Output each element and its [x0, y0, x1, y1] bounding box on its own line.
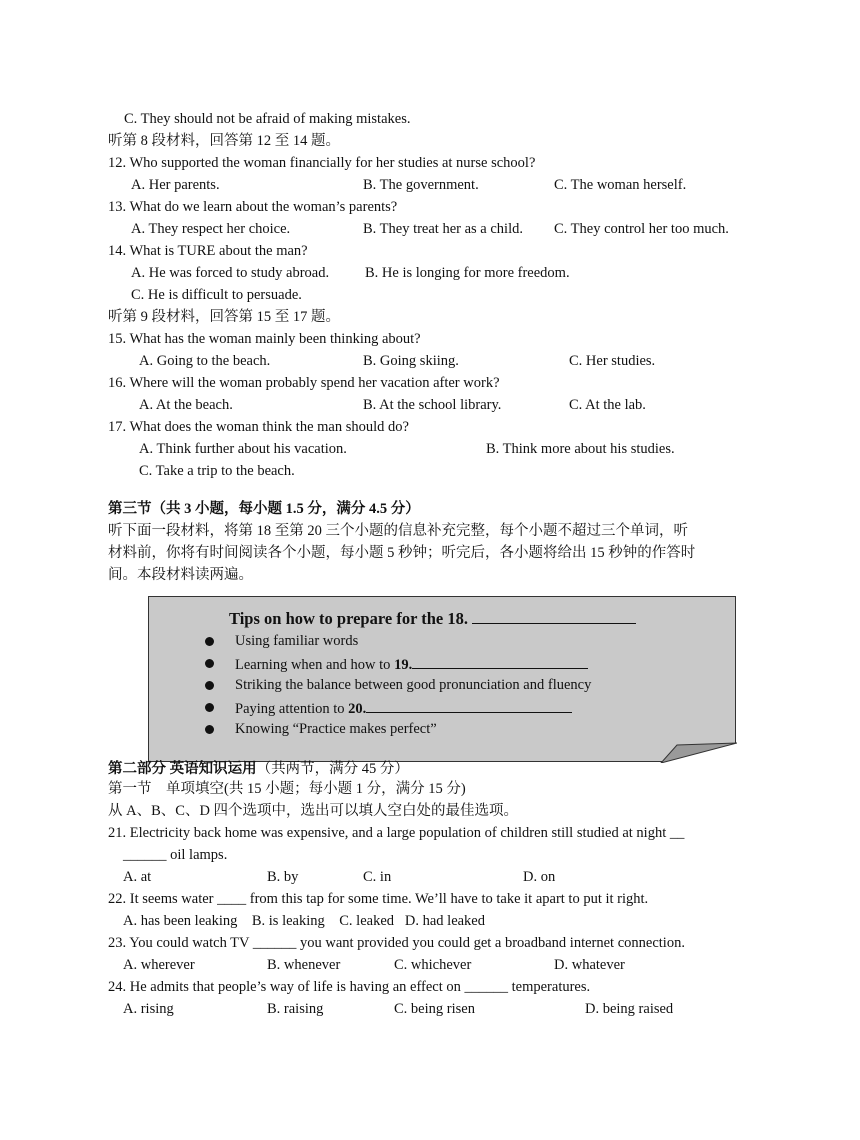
bullet-icon [205, 659, 214, 668]
section-3-instructions-line-3: 间。本段材料读两遍。 [108, 567, 253, 583]
question-13: 13. What do we learn about the woman’s parents? [108, 199, 398, 215]
q13-option-c: C. They control her too much. [554, 221, 729, 237]
section-3-instructions-line-2: 材料前，你将有时间阅读各个小题，每小题 5 秒钟；听完后，各小题将给出 15 秒钟的作答时 [108, 545, 696, 561]
q23-option-c: C. whichever [394, 957, 472, 973]
question-21: 21. Electricity back home was expensive, and a large population of children still studied at night __ [108, 825, 685, 841]
tips-card [148, 596, 736, 762]
question-15: 15. What has the woman mainly been thinking about? [108, 331, 421, 347]
tip-item-1: Using familiar words [235, 633, 359, 649]
question-14: 14. What is TURE about the man? [108, 243, 308, 259]
section-3-heading: 第三节（共 3 小题，每小题 1.5 分，满分 4.5 分） [108, 501, 420, 517]
part-2-heading: 第二部分 英语知识运用（共两节，满分 45 分） [108, 761, 409, 777]
q11-option-c: C. They should not be afraid of making mistakes. [124, 111, 411, 127]
tip-item-5: Knowing “Practice makes perfect” [235, 721, 437, 737]
q24-option-a: A. rising [123, 1001, 174, 1017]
q14-option-c: C. He is difficult to persuade. [131, 287, 302, 303]
question-16: 16. Where will the woman probably spend her vacation after work? [108, 375, 500, 391]
q14-option-b: B. He is longing for more freedom. [365, 265, 570, 281]
q23-option-d: D. whatever [554, 957, 625, 973]
bullet-icon [205, 637, 214, 646]
q17-option-c: C. Take a trip to the beach. [139, 463, 295, 479]
bullet-icon [205, 703, 214, 712]
bullet-icon [205, 725, 214, 734]
section-3-instructions-line-1: 听下面一段材料，将第 18 至第 20 三个小题的信息补充完整，每个小题不超过三个单词，听 [108, 523, 688, 539]
q21-option-b: B. by [267, 869, 299, 885]
q24-option-b: B. raising [267, 1001, 324, 1017]
q15-option-b: B. Going skiing. [363, 353, 459, 369]
q12-option-c: C. The woman herself. [554, 177, 687, 193]
question-23: 23. You could watch TV ______ you want provided you could get a broadband internet connection. [108, 935, 685, 951]
q13-option-a: A. They respect her choice. [131, 221, 291, 237]
question-22: 22. It seems water ____ from this tap for some time. We’ll have to take it apart to put it right. [108, 891, 649, 907]
single-choice-instruction: 从 A、B、C、D 四个选项中，选出可以填人空白处的最佳选项。 [108, 803, 519, 819]
q14-option-a: A. He was forced to study abroad. [131, 265, 330, 281]
q23-option-a: A. wherever [123, 957, 195, 973]
q21-option-a: A. at [123, 869, 152, 885]
q16-option-c: C. At the lab. [569, 397, 646, 413]
tips-title: Tips on how to prepare for the 18. [229, 609, 636, 629]
q21-option-d: D. on [523, 869, 556, 885]
bullet-icon [205, 681, 214, 690]
q24-option-d: D. being raised [585, 1001, 674, 1017]
answer-blank-18 [472, 609, 636, 624]
q24-option-c: C. being risen [394, 1001, 475, 1017]
question-24: 24. He admits that people’s way of life is having an effect on ______ temperatures. [108, 979, 591, 995]
question-17: 17. What does the woman think the man should do? [108, 419, 409, 435]
q21-option-c: C. in [363, 869, 392, 885]
section-8-instruction: 听第 8 段材料，回答第 12 至 14 题。 [108, 133, 340, 149]
section-9-instruction: 听第 9 段材料，回答第 15 至 17 题。 [108, 309, 340, 325]
answer-blank-19 [412, 654, 588, 669]
q23-option-b: B. whenever [267, 957, 341, 973]
q16-option-a: A. At the beach. [139, 397, 233, 413]
q15-option-c: C. Her studies. [569, 353, 656, 369]
tip-item-2: Learning when and how to 19. [235, 654, 588, 674]
q12-option-b: B. The government. [363, 177, 479, 193]
q12-option-a: A. Her parents. [131, 177, 220, 193]
q16-option-b: B. At the school library. [363, 397, 502, 413]
q22-options: A. has been leaking B. is leaking C. leaked D. had leaked [123, 913, 485, 929]
question-21-continued: ______ oil lamps. [123, 847, 228, 863]
answer-blank-20 [366, 698, 572, 713]
tip-item-4: Paying attention to 20. [235, 698, 572, 718]
tip-item-3: Striking the balance between good pronunciation and fluency [235, 677, 592, 693]
q17-option-b: B. Think more about his studies. [486, 441, 675, 457]
q13-option-b: B. They treat her as a child. [363, 221, 523, 237]
q17-option-a: A. Think further about his vacation. [139, 441, 347, 457]
question-12: 12. Who supported the woman financially for her studies at nurse school? [108, 155, 536, 171]
section-1-heading: 第一节 单项填空(共 15 小题；每小题 1 分，满分 15 分) [108, 781, 466, 797]
q15-option-a: A. Going to the beach. [139, 353, 271, 369]
